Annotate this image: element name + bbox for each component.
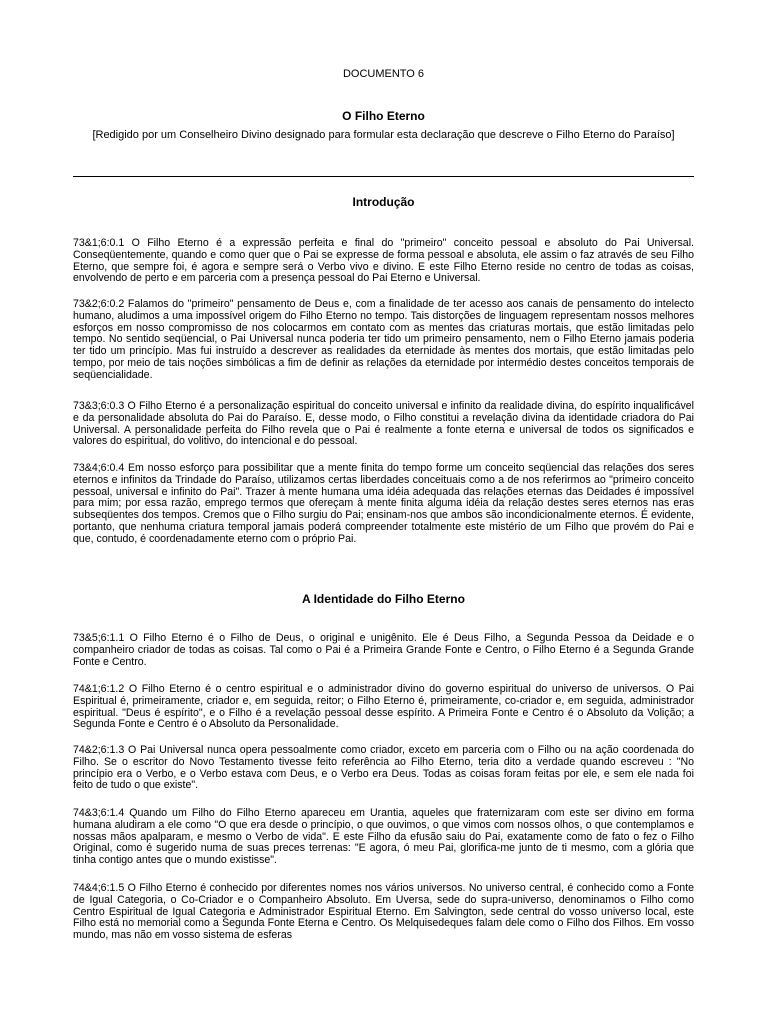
section-heading-introducao: Introdução <box>352 195 415 209</box>
paragraph: 74&3;6:1.4 Quando um Filho do Filho Eterno apareceu em Urantia, aqueles que fraternizaram com este ser divino em forma humana aludiram a ele como "O que era desde o princípio, o que ouvimos, o que vimos com nossos olhos, o que contemplamos e nossas mãos apalparam, e mesmo o Verbo de vida". E este Filho da efusão saiu do Pai, exatamente como de fato o fez o Filho Original, como é sugerido numa de suas preces terrenas: "E agora, ó meu Pai, glorifica-me junto de ti mesmo, com a glória que tinha contigo antes que o mundo existisse". <box>73 807 694 867</box>
document-title: O Filho Eterno <box>342 109 425 123</box>
paragraph: 73&3;6:0.3 O Filho Eterno é a personalização espiritual do conceito universal e infinito da realidade divina, do espírito inqualificável e da personalidade absoluta do Pai do Paraíso. E, desse modo, o Filho constitui a revelação divina da identidade criadora do Pai Universal. A personalidade perfeita do Filho revela que o Pai é realmente a fonte eterna e universal de todos os significados e valores do espiritual, do volitivo, do intencional e do pessoal. <box>73 400 694 448</box>
paragraph: 74&1;6:1.2 O Filho Eterno é o centro espiritual e o administrador divino do governo espiritual do universo de universos. O Pai Espiritual é, primeiramente, criador e, em seguida, reitor; o Filho Eterno é, primeiramente, co-criador e, em seguida, administrador espiritual. "Deus é espírito", e o Filho é a revelação pessoal desse espírito. A Primeira Fonte e Centro é o Absoluto da Volição; a Segunda Fonte e Centro é o Absoluto da Personalidade. <box>73 683 694 731</box>
paragraph: 73&1;6:0.1 O Filho Eterno é a expressão perfeita e final do "primeiro" conceito pessoal e absoluto do Pai Universal. Conseqüentemente, quando e como quer que o Pai se expresse de forma pessoal e absoluta, ele assim o faz através de seu Filho Eterno, que sempre foi, é agora e sempre será o Verbo vivo e divino. E este Filho Eterno reside no centro de todas as coisas, envolvendo de perto e em parceria com a presença pessoal do Pai Eterno e Universal. <box>73 237 694 285</box>
document-subtitle: [Redigido por um Conselheiro Divino designado para formular esta declaração que descreve o Filho Eterno do Paraíso] <box>92 129 675 141</box>
paragraph: 73&2;6:0.2 Falamos do "primeiro" pensamento de Deus e, com a finalidade de ter acesso aos canais de pensamento do intelecto humano, aludimos a uma impossível origem do Filho Eterno no tempo. Tais distorções de linguagem representam nossos melhores esforços em nosso compromisso de nos colocarmos em contato com as mentes das criaturas mortais, que estão limitadas pelo tempo. No sentido seqüencial, o Pai Universal nunca poderia ter tido um primeiro pensamento, nem o Filho Eterno jamais poderia ter tido um princípio. Mas fui instruído a descrever as realidades da eternidade às mentes dos mortais, que estão limitadas pelo tempo, por meio de tais noções simbólicas a fim de definir as relações da eternidade por intermédio destes conceitos temporais de seqüencialidade. <box>73 298 694 381</box>
paragraph: 73&4;6:0.4 Em nosso esforço para possibilitar que a mente finita do tempo forme um conceito seqüencial das relações dos seres eternos e infinitos da Trindade do Paraíso, utilizamos certas liberdades conceituais como a de nos referirmos ao "primeiro conceito pessoal, universal e infinito do Pai". Trazer à mente humana uma idéia adequada das relações eternas das Deidades é impossível para mim; por essa razão, emprego termos que ofereçam à mente finita alguma idéia da relação destes seres eternos nas eras subseqüentes dos tempos. Cremos que o Filho surgiu do Pai; ensinam-nos que ambos são incondicionalmente eternos. É evidente, portanto, que nenhuma criatura temporal jamais poderá compreender totalmente este mistério de um Filho que provém do Pai e que, contudo, é coordenadamente eterno com o próprio Pai. <box>73 462 694 545</box>
paragraph: 74&2;6:1.3 O Pai Universal nunca opera pessoalmente como criador, exceto em parceria com o Filho ou na ação coordenada do Filho. Se o escritor do Novo Testamento tivesse feito referência ao Filho Eterno, teria dito a verdade quando escreveu : "No princípio era o Verbo, e o Verbo estava com Deus, e o Verbo era Deus. Todas as coisas foram feitas por ele, e sem ele nada foi feito de tudo o que existe". <box>73 744 694 792</box>
document-number: DOCUMENTO 6 <box>342 68 425 80</box>
section-heading-identidade: A Identidade do Filho Eterno <box>302 592 465 606</box>
horizontal-divider <box>73 176 694 177</box>
paragraph: 73&5;6:1.1 O Filho Eterno é o Filho de Deus, o original e unigênito. Ele é Deus Filho, a Segunda Pessoa da Deidade e o companheiro criador de todas as coisas. Tal como o Pai é a Primeira Grande Fonte e Centro, o Filho Eterno é a Segunda Grande Fonte e Centro. <box>73 632 694 668</box>
paragraph: 74&4;6:1.5 O Filho Eterno é conhecido por diferentes nomes nos vários universos. No universo central, é conhecido como a Fonte de Igual Categoria, o Co-Criador e o Companheiro Absoluto. Em Uversa, sede do supra-universo, denominamos o Filho como Centro Espiritual de Igual Categoria e Administrador Espiritual Eterno. Em Salvington, sede central do vosso universo local, este Filho está no memorial como a Segunda Fonte Eterna e Centro. Os Melquisedeques falam dele como o Filho dos Filhos. Em vosso mundo, mas não em vosso sistema de esferas <box>73 882 694 942</box>
